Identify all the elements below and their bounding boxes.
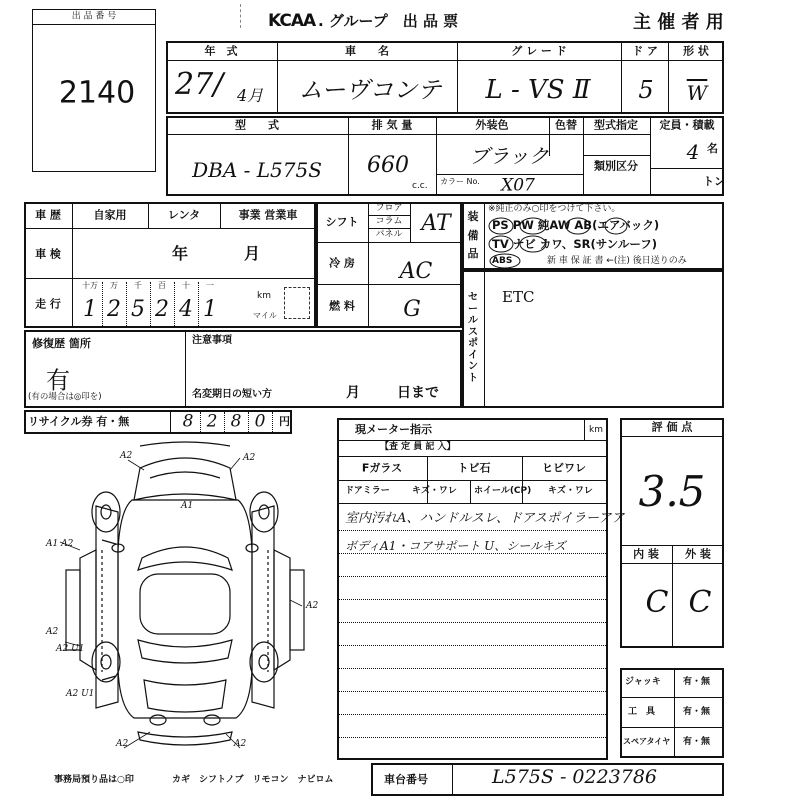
capacity-value: 4 bbox=[686, 140, 700, 164]
ac-label: 冷 房 bbox=[329, 256, 355, 270]
mileage-digit-header: 十万 bbox=[82, 281, 98, 290]
history-label: 車 歴 bbox=[35, 208, 61, 222]
repair-label: 修復歴 箇所 bbox=[32, 337, 91, 350]
mileage-digit-header: 百 bbox=[158, 281, 166, 290]
cc-label: 排 気 量 bbox=[371, 118, 413, 132]
color-value: ブラック bbox=[469, 144, 549, 168]
office-items: カギ シフトノブ リモコン ナビロム bbox=[172, 775, 334, 785]
chassis-value: L575S - 0223786 bbox=[492, 766, 658, 788]
lot-number: 2140 bbox=[58, 75, 136, 111]
circle-ab bbox=[605, 218, 627, 234]
mile-checkbox[interactable] bbox=[284, 287, 310, 319]
circle-tv bbox=[489, 236, 513, 252]
damage-right-mid: A2 bbox=[306, 601, 319, 611]
mileage-digit: 2 bbox=[155, 297, 169, 322]
recycle-digit: 8 bbox=[230, 411, 242, 432]
mile-label: マイル bbox=[253, 311, 277, 320]
caution-day: 日まで bbox=[397, 385, 439, 401]
copy-label: 主 催 者 用 bbox=[633, 12, 724, 33]
interior-label: 内 装 bbox=[633, 547, 659, 561]
circle-navi bbox=[520, 236, 546, 252]
jack-choice[interactable]: 有・無 bbox=[683, 677, 711, 687]
mileage-label: 走 行 bbox=[35, 297, 61, 311]
score-value: 3.5 bbox=[638, 467, 706, 516]
circle-pw bbox=[520, 218, 546, 234]
glass-label: Fガラス bbox=[361, 461, 403, 475]
inspector-section: 【査 定 員 記 入】 bbox=[380, 442, 456, 452]
mirror-label: ドアミラー bbox=[345, 486, 390, 496]
damage-a1-hood: A1 bbox=[181, 501, 194, 511]
color-no-label: カラー No. bbox=[440, 177, 480, 186]
equipment-label: 装 備 品 bbox=[467, 209, 479, 261]
car-name-value: ムーヴコンテ bbox=[298, 76, 442, 104]
mirror-value: キズ・ワレ bbox=[412, 486, 457, 496]
year-value: 27/ bbox=[175, 67, 224, 102]
circle-aw bbox=[566, 218, 590, 234]
office-note: 事務局預り品は○印 bbox=[54, 775, 134, 785]
door-value: 5 bbox=[638, 76, 654, 104]
caution-month: 月 bbox=[346, 385, 360, 401]
form-title: . グループ 出 品 票 bbox=[318, 12, 459, 30]
mileage-digit-header: 千 bbox=[134, 281, 142, 290]
capacity-label: 定員・積載 bbox=[659, 118, 715, 132]
equipment-note: ※純正のみ○印をつけて下さい。 bbox=[488, 204, 621, 214]
damage-a2-right-top: A2 bbox=[243, 453, 256, 463]
grade-value: L - VS Ⅱ bbox=[485, 75, 591, 105]
meter-label: 現メーター指示 bbox=[355, 423, 432, 436]
shape-label: 形 状 bbox=[683, 44, 709, 58]
lot-number-label: 出 品 番 号 bbox=[71, 11, 117, 22]
recycle-digit: 0 bbox=[254, 411, 266, 432]
inspection-note-2: ボディA1・コアサポート U、シールキズ bbox=[345, 539, 566, 553]
damage-rear: A2 bbox=[116, 739, 129, 749]
model-label: 型 式 bbox=[235, 118, 279, 132]
meter-unit: km bbox=[589, 425, 603, 435]
exterior-value: C bbox=[688, 585, 712, 620]
sales-point-value: ETC bbox=[502, 288, 535, 306]
wheel-label: ホイール(CP) bbox=[474, 486, 532, 496]
equipment-line2: TV ナビ カワ、SR(サンルーフ) bbox=[492, 237, 658, 251]
mileage-digit: 2 bbox=[107, 297, 121, 322]
name-label: 車 名 bbox=[345, 44, 389, 58]
ac-value: AC bbox=[399, 259, 433, 284]
color-no-value: X07 bbox=[501, 175, 535, 196]
damage-left-rear: A2 U1 bbox=[56, 644, 85, 654]
shift-column[interactable]: コラム bbox=[375, 216, 403, 227]
caution-label: 注意事項 bbox=[192, 335, 232, 346]
month-value: 4月 bbox=[237, 86, 264, 105]
damage-a2-front: A2 bbox=[120, 451, 133, 461]
designation-label: 型式指定 bbox=[594, 118, 638, 132]
shape-value: $\overline{W}$ bbox=[686, 81, 708, 105]
repair-value: 有 bbox=[46, 366, 70, 395]
chip-label: トビ石 bbox=[457, 461, 491, 475]
mileage-digit: 4 bbox=[179, 297, 193, 322]
classification-label: 類別区分 bbox=[594, 159, 638, 173]
ton-unit: トン bbox=[703, 175, 725, 188]
mileage-digit-header: 十 bbox=[182, 281, 190, 290]
fuel-value: G bbox=[403, 297, 421, 322]
tools-label: 工 具 bbox=[628, 707, 656, 717]
recycle-unit: 円 bbox=[279, 415, 290, 428]
spare-label: スペアタイヤ bbox=[623, 737, 671, 746]
circle-abs bbox=[490, 254, 520, 268]
repaint-label: 色替 bbox=[555, 118, 577, 132]
history-business[interactable]: 事業 営業車 bbox=[238, 208, 298, 222]
mileage-digit-header: 一 bbox=[206, 281, 214, 290]
wheel-value: キズ・ワレ bbox=[548, 486, 593, 496]
jack-label: ジャッキ bbox=[625, 677, 661, 687]
mileage-digit: 1 bbox=[203, 297, 217, 322]
crack-label: ヒビワレ bbox=[542, 461, 586, 475]
tools-choice[interactable]: 有・無 bbox=[683, 707, 711, 717]
mileage-digit-header: 万 bbox=[110, 281, 118, 290]
equipment-abs: ABS bbox=[492, 256, 513, 266]
year-label: 年 式 bbox=[204, 44, 238, 58]
damage-left-bottom: A2 U1 bbox=[66, 689, 95, 699]
circle-ps bbox=[489, 218, 513, 234]
inspection-month: 月 bbox=[243, 244, 261, 263]
model-value: DBA - L575S bbox=[192, 158, 322, 182]
damage-left-mid: A2 bbox=[46, 627, 59, 637]
recycle-digit: 8 bbox=[182, 411, 194, 432]
km-label: km bbox=[257, 291, 271, 301]
color-label: 外装色 bbox=[475, 118, 509, 132]
equipment-line1: PS PW 純AW AB(エアバック) bbox=[492, 218, 660, 232]
fuel-label: 燃 料 bbox=[329, 299, 355, 313]
car-diagram bbox=[40, 440, 330, 770]
capacity-unit: 名 bbox=[707, 142, 718, 155]
recycle-label: リサイクル券 有・無 bbox=[28, 415, 130, 428]
history-rental[interactable]: レンタ bbox=[167, 208, 201, 222]
shift-floor[interactable]: フロア bbox=[375, 203, 403, 214]
inspection-year: 年 bbox=[171, 244, 189, 263]
interior-value: C bbox=[645, 585, 669, 620]
mileage-digit: 5 bbox=[131, 297, 145, 322]
shift-panel[interactable]: パネル bbox=[375, 229, 403, 240]
repair-note: (有の場合は◎印を) bbox=[28, 392, 102, 402]
mileage-digit: 1 bbox=[83, 297, 97, 322]
equipment-warranty: 新 車 保 証 書 ←(注) 後日送りのみ bbox=[547, 256, 687, 266]
corner-marks bbox=[234, 4, 241, 28]
history-private[interactable]: 自家用 bbox=[93, 208, 127, 222]
cc-unit: c.c. bbox=[412, 181, 428, 191]
cc-value: 660 bbox=[367, 153, 409, 178]
spare-choice[interactable]: 有・無 bbox=[683, 737, 711, 747]
shift-label: シフト bbox=[325, 215, 359, 229]
sales-point-label: セ ー ル ス ポ イ ン ト bbox=[468, 292, 478, 384]
grade-label: グ レ ー ド bbox=[511, 44, 567, 58]
recycle-digit: 2 bbox=[206, 411, 218, 432]
score-label: 評 価 点 bbox=[651, 420, 693, 434]
door-label: ド ア bbox=[632, 44, 658, 58]
exterior-label: 外 装 bbox=[685, 547, 711, 561]
damage-rear-right: A2 bbox=[234, 739, 247, 749]
inspection-note-1: 室内汚れA、ハンドルスレ、ドアスポイラーアア bbox=[345, 511, 625, 526]
caution-short: 名変期日の短い方 bbox=[192, 389, 272, 400]
damage-left-front: A1 A2 bbox=[46, 539, 74, 549]
kcaa-logo: KCAA bbox=[268, 11, 316, 31]
shift-value: AT bbox=[421, 211, 451, 236]
equipment-circles bbox=[488, 212, 668, 274]
inspection-label: 車 検 bbox=[35, 247, 61, 261]
chassis-label: 車台番号 bbox=[384, 773, 428, 786]
